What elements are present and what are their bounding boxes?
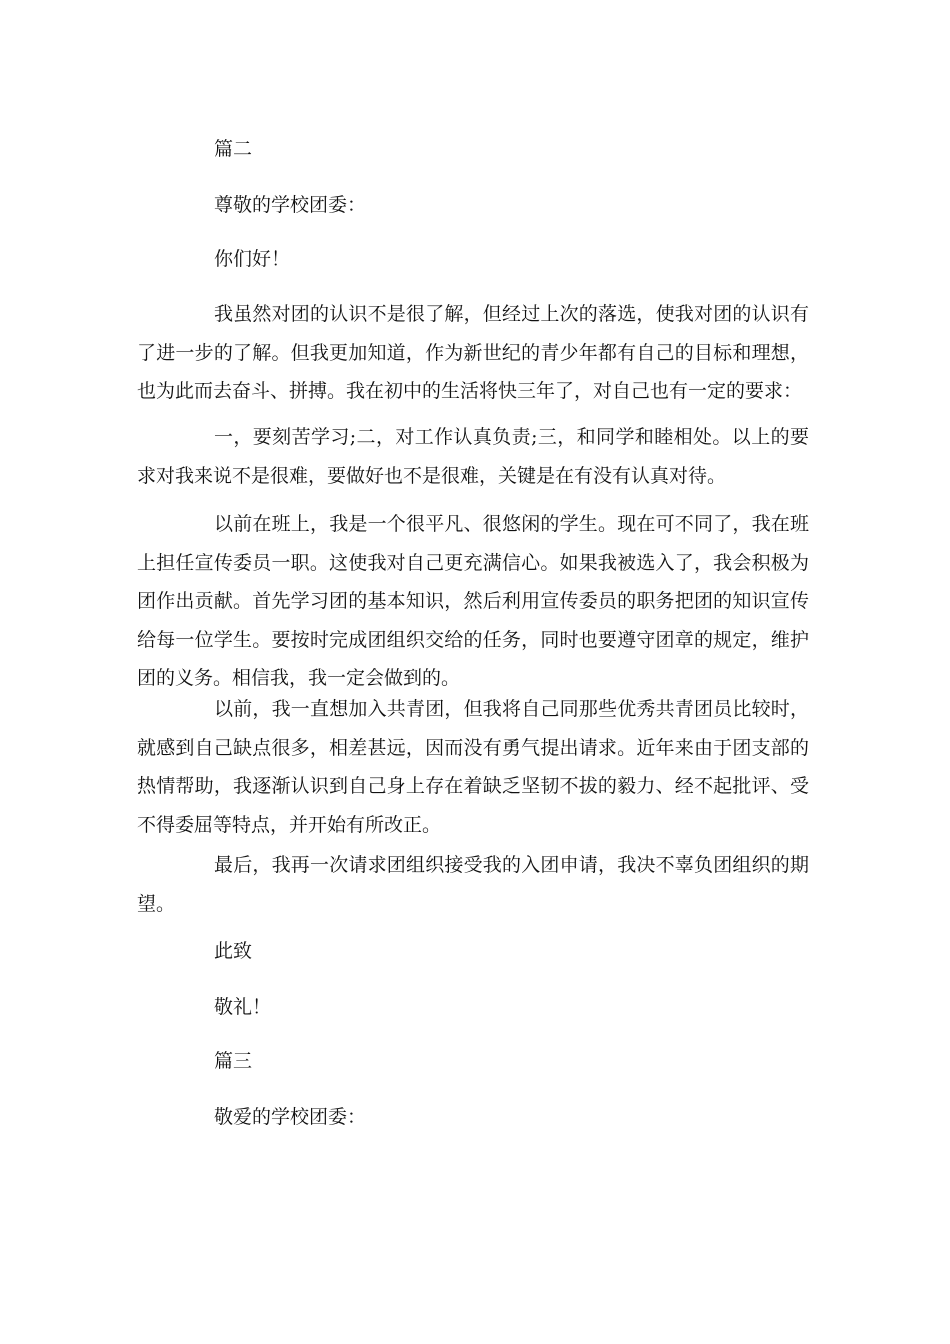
salutation: 尊敬的学校团委：: [214, 194, 367, 216]
section-heading-3: 篇三: [214, 1050, 253, 1072]
salutation-2: 敬爱的学校团委：: [214, 1106, 367, 1128]
body-paragraph-1: 我虽然对团的认识不是很了解，但经过上次的落选，使我对团的认识有了进一步的了解。但我更加知道，作为新世纪的青少年都有自己的目标和理想，也为此而去奋斗、拼搏。我在初中的生活将快三年了，对自己也有一定的要求：: [137, 303, 809, 402]
section-heading-2: 篇二: [214, 138, 253, 160]
closing-phrase: 此致: [214, 940, 253, 962]
body-paragraph-5: 最后，我再一次请求团组织接受我的入团申请，我决不辜负团组织的期望。: [137, 854, 809, 915]
body-paragraph-3: 以前在班上，我是一个很平凡、很悠闲的学生。现在可不同了，我在班上担任宣传委员一职。这使我对自己更充满信心。如果我被选入了，我会积极为团作出贡献。首先学习团的基本知识，然后利用宣传委员的职务把团的知识宣传给每一位学生。要按时完成团组织交给的任务，同时也要遵守团章的规定，维护团的义务。相信我，我一定会做到的。: [137, 513, 809, 689]
body-paragraph-2: 一，要刻苦学习;二，对工作认真负责;三，和同学和睦相处。以上的要求对我来说不是很难，要做好也不是很难，关键是在有没有认真对待。: [137, 426, 809, 487]
body-paragraph-4: 以前，我一直想加入共青团，但我将自己同那些优秀共青团员比较时，就感到自己缺点很多，相差甚远，因而没有勇气提出请求。近年来由于团支部的热情帮助，我逐渐认识到自己身上存在着缺乏坚韧不拔的毅力、经不起批评、受不得委屈等特点，并开始有所改正。: [137, 698, 809, 836]
greeting: 你们好！: [214, 248, 291, 270]
closing-salute: 敬礼！: [214, 996, 272, 1018]
